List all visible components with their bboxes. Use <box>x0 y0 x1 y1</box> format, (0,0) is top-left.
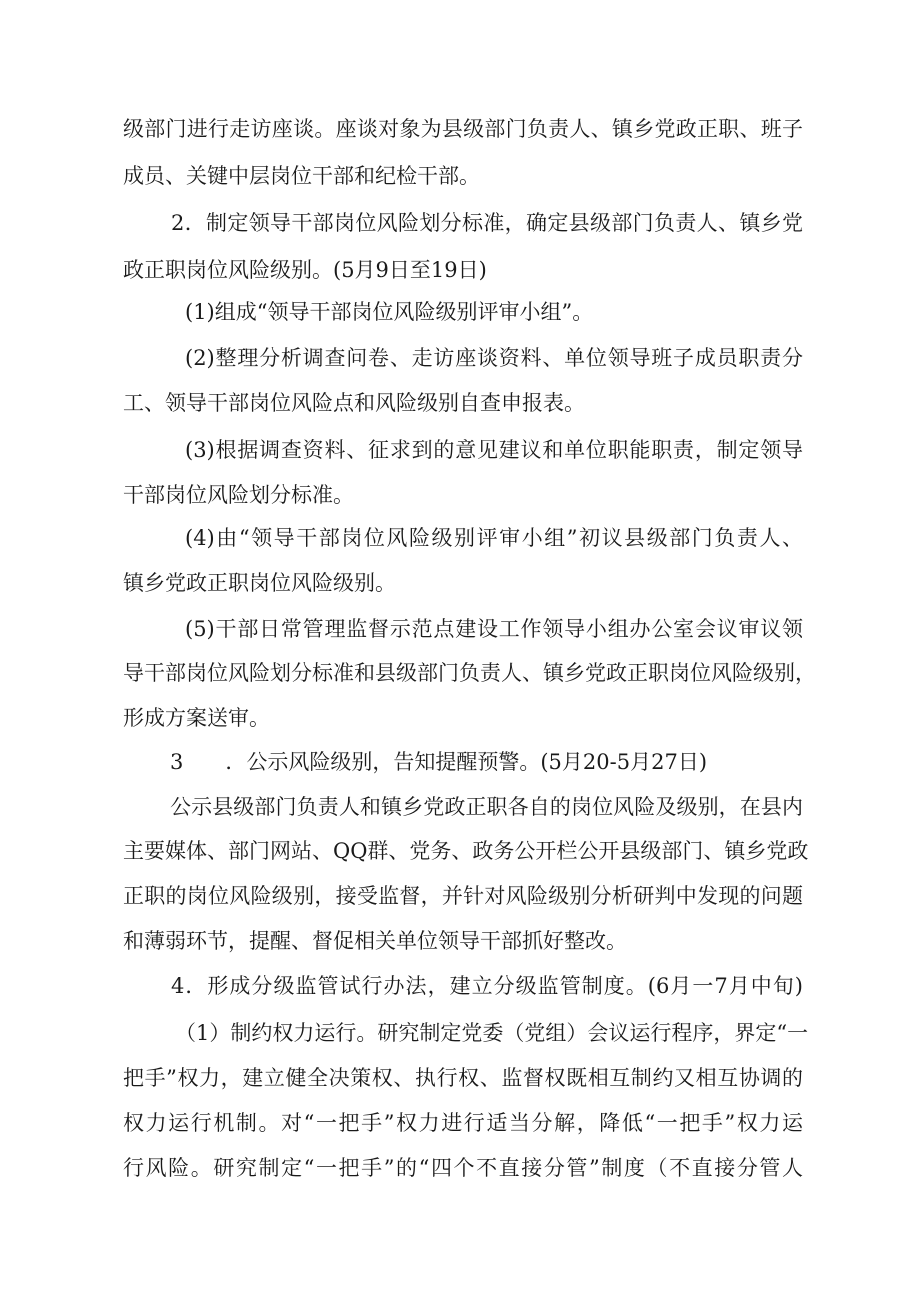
text-line-7: 工、领导干部岗位风险点和风险级别自查申报表。 <box>123 391 585 415</box>
text-line-6: (2)整理分析调查问卷、走访座谈资料、单位领导班子成员职责分 <box>185 346 803 370</box>
text-line-8: (3)根据调查资料、征求到的意见建议和单位职能职责，制定领导 <box>185 438 803 462</box>
text-line-15: 3 ．公示风险级别，告知提醒预警。(5月20-5月27日) <box>170 750 708 774</box>
text-line-13: 导干部岗位风险划分标准和县级部门负责人、镇乡党政正职岗位风险级别， <box>123 661 816 685</box>
text-line-17: 主要媒体、部门网站、QQ群、党务、政务公开栏公开县级部门、镇乡党政 <box>123 839 809 863</box>
text-line-23: 权力运行机制。对“一把手”权力进行适当分解，降低“一把手”权力运 <box>123 1111 803 1135</box>
text-line-14: 形成方案送审。 <box>123 706 270 730</box>
text-line-16: 公示县级部门负责人和镇乡党政正职各自的岗位风险及级别，在县内 <box>170 795 803 819</box>
text-line-22: 把手”权力，建立健全决策权、执行权、监督权既相互制约又相互协调的 <box>123 1066 803 1090</box>
text-line-1: 级部门进行走访座谈。座谈对象为县级部门负责人、镇乡党政正职、班子 <box>123 117 803 141</box>
text-line-9: 干部岗位风险划分标准。 <box>123 483 354 507</box>
text-line-4: 政正职岗位风险级别。(5月9日至19日) <box>123 258 487 282</box>
text-line-20: 4．形成分级监管试行办法，建立分级监管制度。(6月一7月中旬) <box>171 974 803 998</box>
text-line-21: （1）制约权力运行。研究制定党委（党组）会议运行程序，界定“一 <box>175 1021 809 1045</box>
text-line-2: 成员、关键中层岗位干部和纪检干部。 <box>123 164 480 188</box>
text-line-19: 和薄弱环节，提醒、督促相关单位领导干部抓好整改。 <box>123 929 627 953</box>
text-line-24: 行风险。研究制定“一把手”的“四个不直接分管”制度（不直接分管人 <box>123 1156 803 1180</box>
text-line-3: 2．制定领导干部岗位风险划分标准，确定县级部门负责人、镇乡党 <box>171 211 803 235</box>
text-line-5: (1)组成“领导干部岗位风险级别评审小组”。 <box>185 300 594 324</box>
text-line-12: (5)干部日常管理监督示范点建设工作领导小组办公室会议审议领 <box>185 617 803 641</box>
text-line-10: (4)由“领导干部岗位风险级别评审小组”初议县级部门负责人、 <box>185 526 803 550</box>
text-line-18: 正职的岗位风险级别，接受监督，并针对风险级别分析研判中发现的问题 <box>123 884 803 908</box>
text-line-11: 镇乡党政正职岗位风险级别。 <box>123 571 396 595</box>
